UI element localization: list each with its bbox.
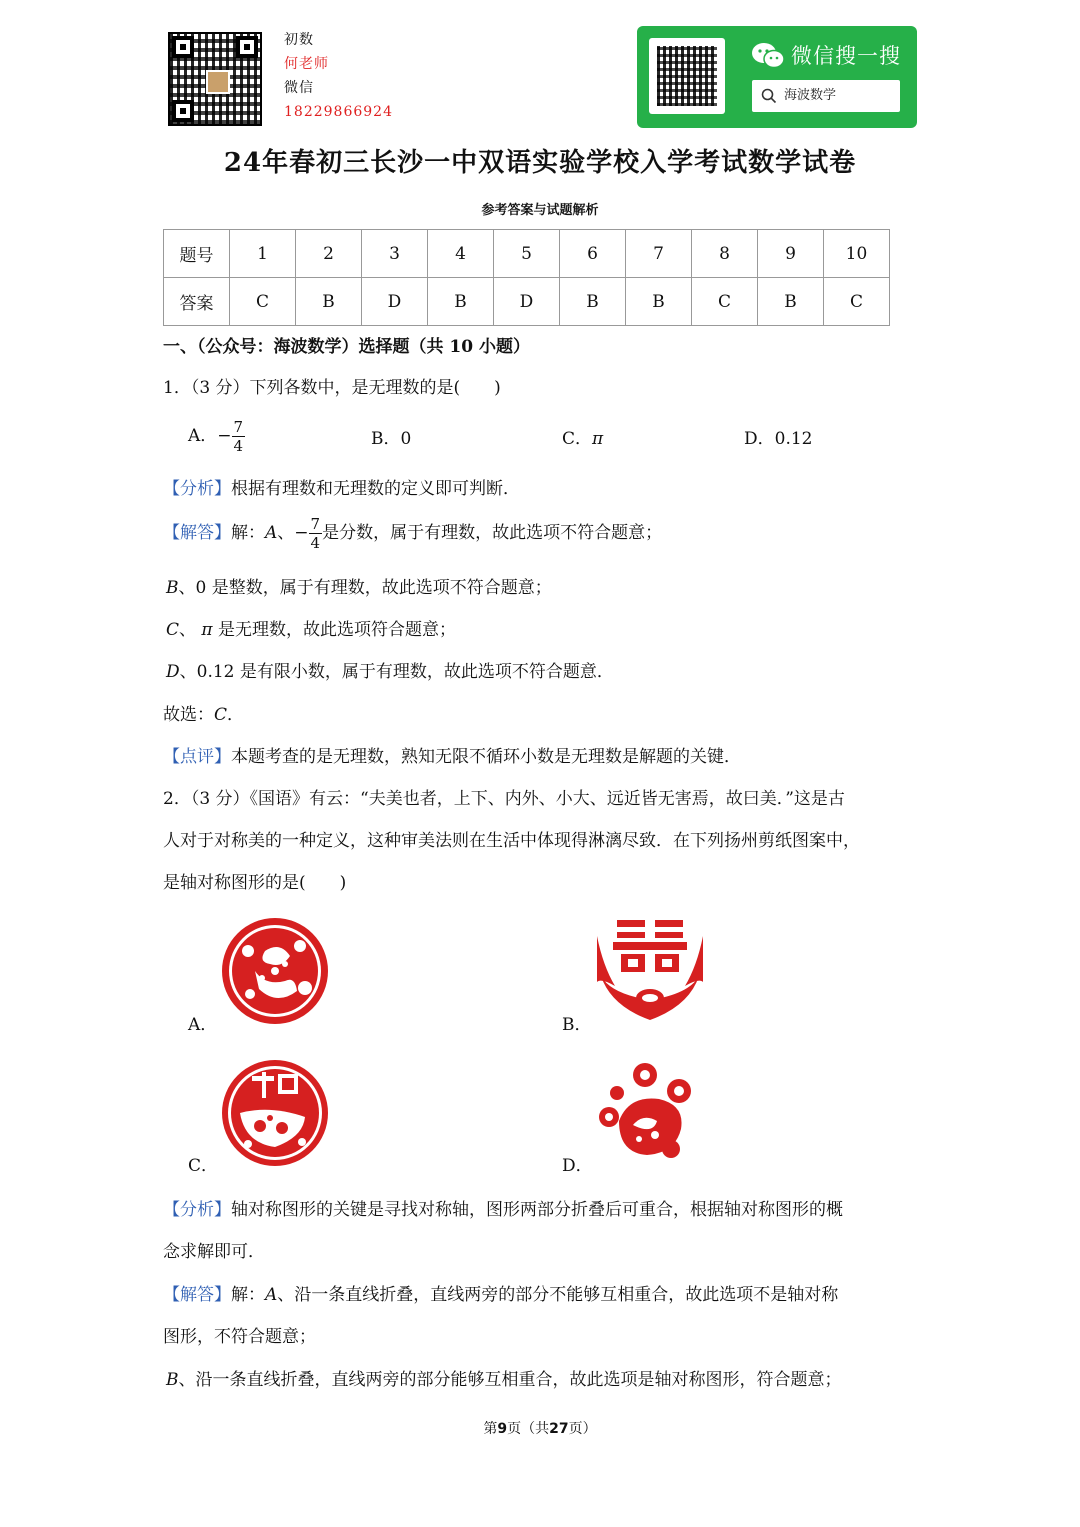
q1-solution-minus: − <box>294 523 309 543</box>
wechat-search-text: 海波数学 <box>784 88 837 103</box>
q1-choice <box>163 701 244 729</box>
page-subtitle: 参考答案与试题解析 <box>481 203 599 218</box>
q1-letter-c: C <box>166 620 180 640</box>
q2-analysis-line-1: 轴对称图形的关键是寻找对称轴，图形两部分折叠后可重合，根据轴对称图形的概 <box>231 1200 843 1220</box>
q2-solution-a-cont: 图形，不符合题意； <box>163 1327 316 1347</box>
q1-solution-tag: 【解答】 <box>163 523 231 543</box>
q1-comment-tag: 【点评】 <box>163 747 231 767</box>
table-cell-number: 1 <box>230 230 296 278</box>
table-cell-answer: B <box>428 278 494 326</box>
table-cell-number: 10 <box>824 230 890 278</box>
q1-choice-prefix: 故选： <box>163 705 214 725</box>
q1-analysis-tag: 【分析】 <box>163 479 231 499</box>
q2-stem-line-3: 是轴对称图形的是( ) <box>163 873 347 893</box>
q2-solution-tag: 【解答】 <box>163 1285 231 1305</box>
q1-solution-a-text: 是分数，属于有理数，故此选项不符合题意； <box>322 523 663 543</box>
q1-line-b-text: 、0 是整数，属于有理数，故此选项不符合题意； <box>178 578 552 598</box>
contact-line-teacher: 何老师 <box>284 56 329 72</box>
q1-comment-text: 本题考查的是无理数，熟知无限不循环小数是无理数是解题的关键． <box>231 747 741 767</box>
papercut-image-b <box>595 916 705 1026</box>
q1-option-c-label: C． <box>562 429 593 449</box>
table-cell-answer: D <box>494 278 560 326</box>
fraction-denominator: 4 <box>310 534 321 552</box>
table-cell-number: 4 <box>428 230 494 278</box>
footer-middle: 页（共 <box>507 1421 550 1437</box>
contact-line-wechat: 微信 <box>284 80 314 96</box>
table-cell-number: 7 <box>626 230 692 278</box>
footer-total-pages: 27 <box>549 1421 569 1437</box>
q1-option-a-minus: − <box>217 426 232 446</box>
fraction-numerator: 7 <box>310 515 321 533</box>
contact-info <box>284 28 393 124</box>
table-header-answer: 答案 <box>164 278 230 326</box>
q1-analysis <box>163 475 520 503</box>
table-cell-answer: C <box>824 278 890 326</box>
table-cell-number: 9 <box>758 230 824 278</box>
q1-line-c-pi: π <box>201 620 213 640</box>
q1-solution-line-c <box>166 616 456 644</box>
footer-suffix: 页） <box>568 1421 597 1437</box>
table-cell-number: 8 <box>692 230 758 278</box>
q2-stem-line-2: 人对于对称美的一种定义，这种审美法则在生活中体现得淋漓尽致．在下列扬州剪纸图案中， <box>163 831 860 851</box>
q1-option-a-fraction <box>232 418 246 455</box>
q2-solution <box>163 1281 838 1309</box>
q1-solution <box>163 515 662 552</box>
q1-option-b: B．0 <box>371 429 412 449</box>
q2-line-b-text: 、沿一条直线折叠，直线两旁的部分能够互相重合，故此选项是轴对称图形，符合题意； <box>178 1370 842 1390</box>
q1-solution-line-b <box>166 574 552 602</box>
section-heading: 一、（公众号：海波数学）选择题（共 10 小题） <box>163 337 530 357</box>
q1-choice-letter: C <box>214 705 228 725</box>
wechat-search-card <box>637 26 917 128</box>
table-cell-answer: B <box>560 278 626 326</box>
table-row-numbers <box>164 230 890 278</box>
papercut-image-c <box>220 1058 330 1168</box>
q2-solution-line-b <box>166 1366 842 1394</box>
q2-solution-letter-a: A <box>265 1285 278 1305</box>
table-cell-answer: B <box>626 278 692 326</box>
q1-option-c-value: π <box>592 429 604 449</box>
papercut-image-a <box>220 916 330 1026</box>
page-title: 24年春初三长沙一中双语实验学校入学考试数学试卷 <box>223 148 857 178</box>
q2-letter-b: B <box>166 1370 179 1390</box>
q2-solution-a-text: 、沿一条直线折叠，直线两旁的部分不能够互相重合，故此选项不是轴对称 <box>277 1285 839 1305</box>
page-footer <box>0 1418 1080 1438</box>
table-row-answers <box>164 278 890 326</box>
wechat-qr-code <box>649 38 725 114</box>
table-cell-number: 3 <box>362 230 428 278</box>
table-cell-number: 6 <box>560 230 626 278</box>
q1-letter-d: D <box>166 662 180 682</box>
q1-line-c-text: 是无理数，故此选项符合题意； <box>218 620 457 640</box>
q1-comment <box>163 743 741 771</box>
q1-choice-suffix: ． <box>227 705 245 725</box>
q2-stem-line-1: 2．（3 分）《国语》有云：“夫美也者，上下、内外、小大、远近皆无害焉，故曰美．”这是古 <box>163 789 845 809</box>
table-cell-answer: C <box>692 278 758 326</box>
q2-option-b-label: B． <box>562 1015 592 1035</box>
contact-line-subject: 初数 <box>284 32 314 48</box>
table-cell-answer: B <box>296 278 362 326</box>
table-header-number: 题号 <box>164 230 230 278</box>
answer-table <box>163 229 890 326</box>
papercut-image-d <box>595 1055 695 1167</box>
q2-solution-prefix: 解： <box>231 1285 265 1305</box>
q2-analysis-tag: 【分析】 <box>163 1200 231 1220</box>
q1-line-d-text: 、0.12 是有限小数，属于有理数，故此选项不符合题意． <box>179 662 614 682</box>
q1-solution-letter-a: A <box>265 523 278 543</box>
q1-option-a-label: A． <box>188 426 218 446</box>
q1-line-c-sep: 、 <box>179 620 197 640</box>
wechat-card-title: 微信搜一搜 <box>791 44 901 68</box>
contact-qr-code <box>168 32 262 126</box>
q2-analysis <box>163 1196 843 1224</box>
search-icon <box>761 88 777 104</box>
avatar <box>206 70 230 94</box>
q1-option-a <box>188 418 245 455</box>
q1-option-c <box>562 425 603 453</box>
table-cell-answer: B <box>758 278 824 326</box>
fraction-numerator: 7 <box>233 418 244 436</box>
table-cell-answer: C <box>230 278 296 326</box>
table-cell-answer: D <box>362 278 428 326</box>
footer-prefix: 第 <box>483 1421 498 1437</box>
q2-option-a-label: A． <box>188 1015 218 1035</box>
wechat-search-box[interactable] <box>752 80 900 112</box>
q1-solution-sep: 、 <box>277 523 295 543</box>
q1-solution-prefix: 解： <box>231 523 265 543</box>
q2-option-d-label: D． <box>562 1156 593 1176</box>
fraction-denominator: 4 <box>233 437 244 455</box>
q1-solution-line-d <box>166 658 614 686</box>
q1-solution-fraction <box>309 515 323 552</box>
q1-stem: 1．（3 分）下列各数中，是无理数的是( ) <box>163 378 501 398</box>
table-cell-number: 5 <box>494 230 560 278</box>
q2-analysis-line-2: 念求解即可． <box>163 1242 265 1262</box>
footer-page-number: 9 <box>497 1421 508 1437</box>
contact-line-phone: 18229866924 <box>284 104 393 120</box>
q1-analysis-text: 根据有理数和无理数的定义即可判断． <box>231 479 520 499</box>
q1-letter-b: B <box>166 578 179 598</box>
q1-option-d: D．0.12 <box>744 429 813 449</box>
table-cell-number: 2 <box>296 230 362 278</box>
q2-option-c-label: C． <box>188 1156 219 1176</box>
